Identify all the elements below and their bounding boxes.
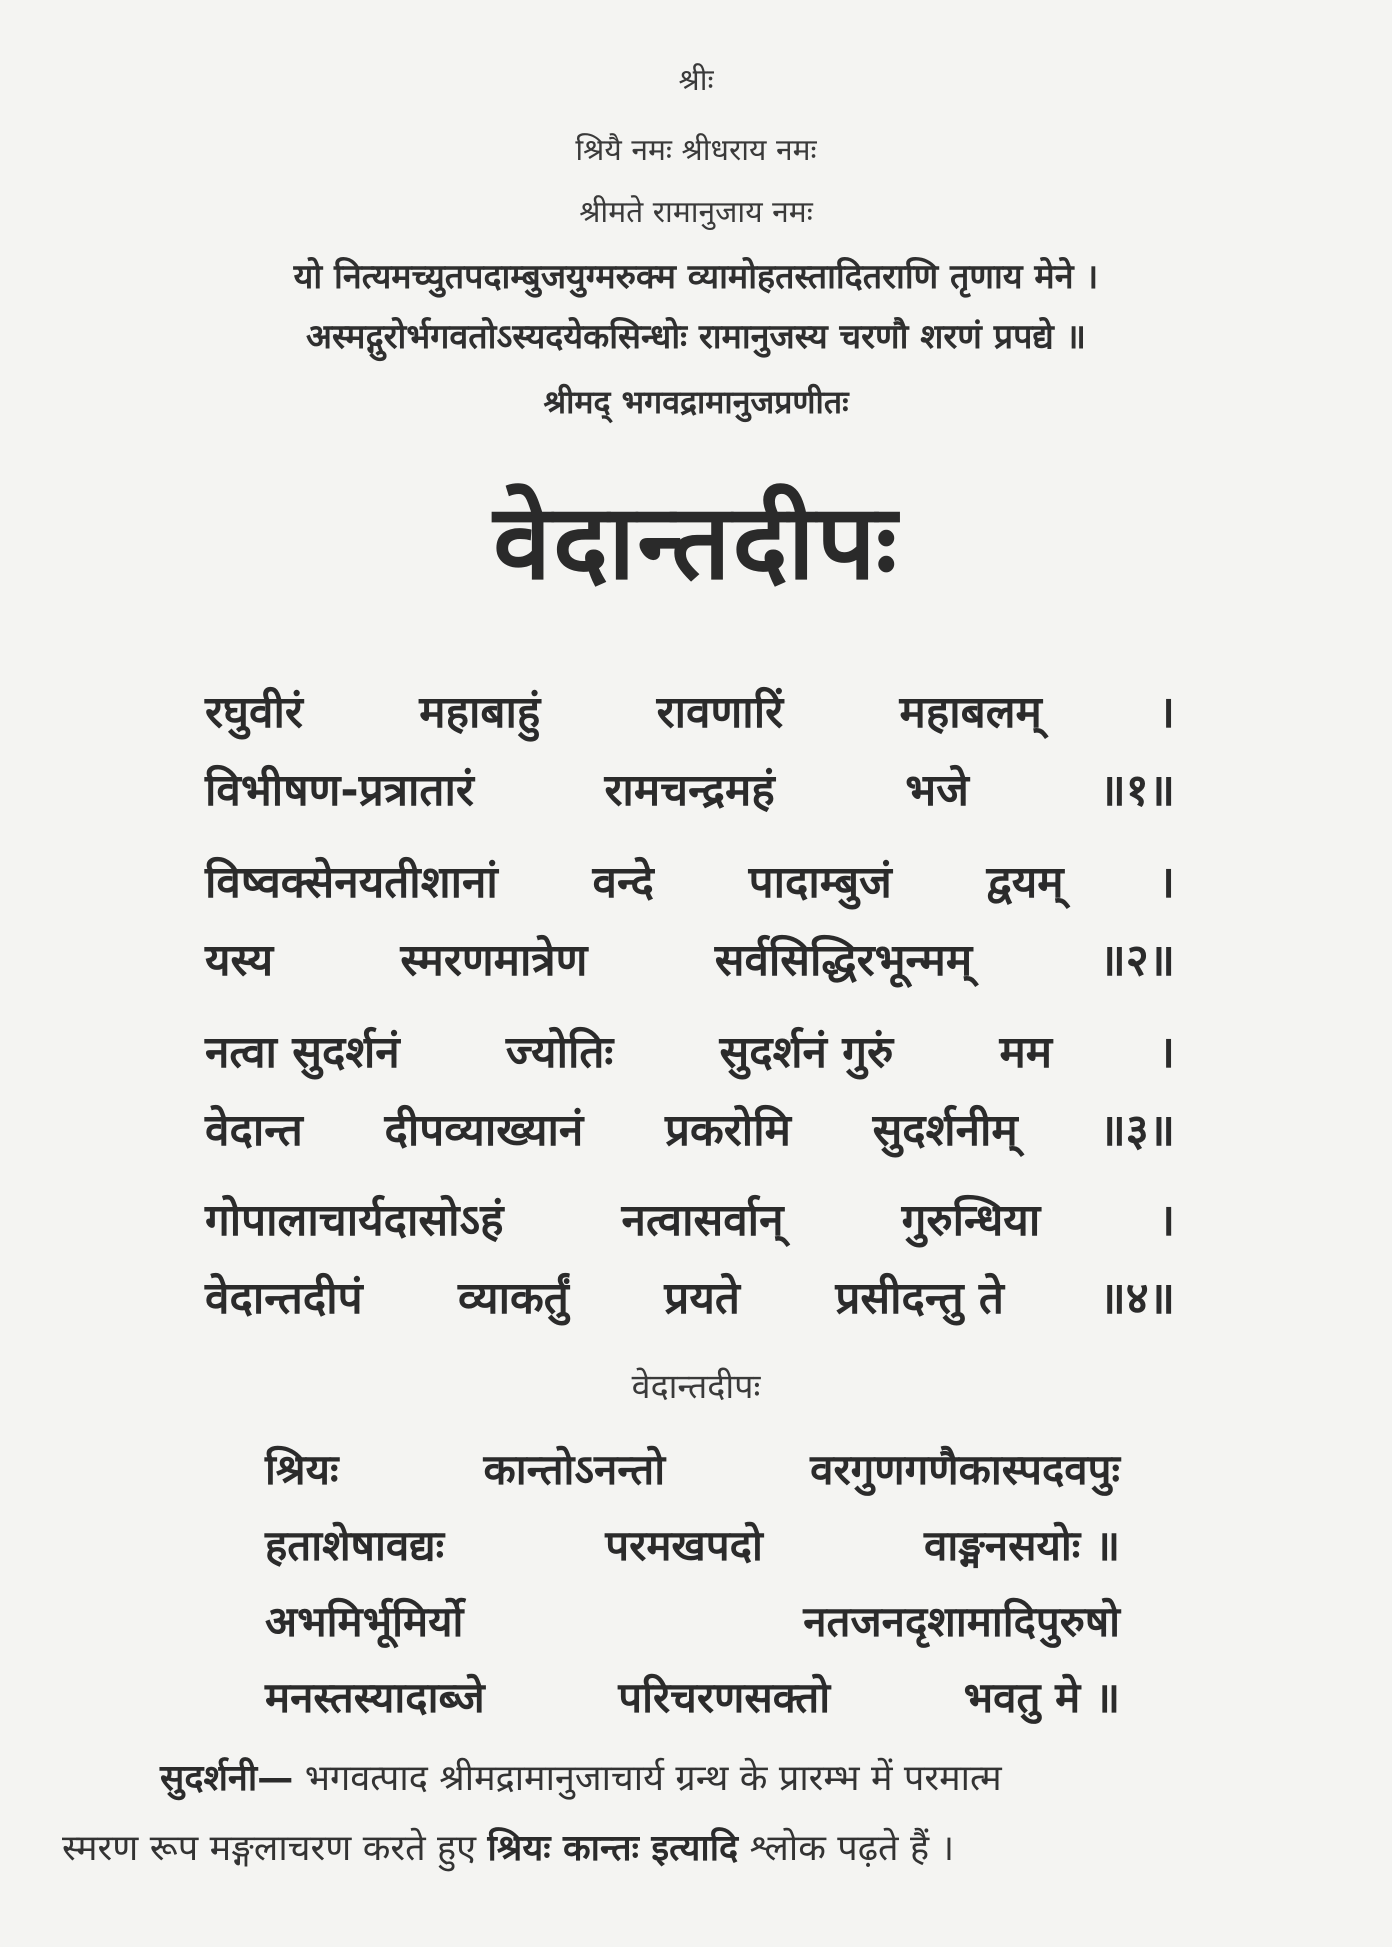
verse-word: गोपालाचार्यदासोऽहं: [205, 1195, 504, 1246]
verse-word: नत्वा सुदर्शनं: [205, 1027, 400, 1078]
verse-word: ज्योतिः: [505, 1027, 614, 1078]
commentary-line-1: [160, 1752, 1002, 1801]
sloka-word: परिचरणसक्तो: [618, 1673, 831, 1722]
verse-word: मम: [999, 1027, 1053, 1078]
verse-word: रघुवीरं: [205, 687, 303, 738]
verse-word: सुदर्शनीम्: [872, 1105, 1018, 1156]
verse-word: नत्वासर्वान्: [621, 1195, 784, 1246]
verse-danda: ।: [1158, 857, 1175, 908]
verse-word: विभीषण-प्रत्रातारं: [205, 765, 474, 816]
salutation-1: श्रियै नमः श्रीधराय नमः: [575, 133, 817, 168]
verse-word: रावणारिं: [656, 687, 784, 738]
verse-word: प्रसीदन्तु ते: [835, 1273, 1004, 1324]
attribution: श्रीमद् भगवद्रामानुजप्रणीतः: [543, 383, 849, 421]
sloka-line-1: [265, 1440, 1120, 1497]
verse-word: व्याकर्तुं: [458, 1273, 569, 1324]
verse-word: दीपव्याख्यानं: [384, 1105, 584, 1156]
sloka-word: श्रियः: [265, 1445, 339, 1494]
verse-word: रामचन्द्रमहं: [604, 765, 775, 816]
verse-line-6: [205, 1098, 1175, 1158]
verse-word: गुरुन्धिया: [901, 1195, 1041, 1246]
verse-word: सर्वसिद्धिरभून्मम्: [714, 935, 973, 986]
salutation-2: श्रीमते रामानुजाय नमः: [579, 195, 813, 230]
section-subheading: वेदान्तदीपः: [631, 1367, 761, 1407]
verse-line-5: [205, 1020, 1175, 1080]
sloka-word: नतजनदृशामादिपुरुषो: [803, 1597, 1120, 1646]
verse-word: वन्दे: [592, 857, 654, 908]
verse-number: ॥३॥: [1099, 1105, 1175, 1156]
verse-danda: ।: [1158, 1195, 1175, 1246]
sloka-word: मनस्तस्यादाब्जे: [265, 1673, 485, 1722]
commentary-emphasis: श्रियः कान्तः इत्यादि: [487, 1828, 739, 1869]
commentary-label: सुदर्शनी—: [160, 1758, 294, 1799]
sloka-word: वाङ्मनसयोः ॥: [923, 1521, 1120, 1570]
verse-word: भजे: [905, 765, 969, 816]
sloka-word: परमखपदो: [605, 1521, 763, 1570]
verse-word: वेदान्तदीपं: [205, 1273, 363, 1324]
verse-word: विष्वक्सेनयतीशानां: [205, 857, 498, 908]
verse-danda: ।: [1158, 1027, 1175, 1078]
main-title: वेदान्तदीपः: [493, 481, 899, 603]
dedication-line-1: यो नित्यमच्युतपदाम्बुजयुग्मरुक्म व्यामोहतस्तादितराणि तृणाय मेने ।: [293, 257, 1099, 297]
commentary-text: श्लोक पढ़ते हैं ।: [749, 1828, 955, 1869]
commentary-text: भगवत्पाद श्रीमद्रामानुजाचार्य ग्रन्थ के प्रारम्भ में परमात्म: [304, 1758, 1002, 1799]
verse-word: वेदान्त: [205, 1105, 303, 1156]
verse-line-7: [205, 1188, 1175, 1248]
commentary-text: स्मरण रूप मङ्गलाचरण करते हुए: [62, 1828, 477, 1869]
sloka-word: अभमिर्भूमिर्यो: [265, 1597, 464, 1646]
verse-word: प्रयते: [664, 1273, 740, 1324]
invocation: श्रीः: [678, 63, 714, 98]
verse-danda: ।: [1158, 687, 1175, 738]
verse-word: सुदर्शनं गुरुं: [719, 1027, 894, 1078]
verse-line-4: [205, 928, 1175, 988]
sloka-line-2: [265, 1516, 1120, 1573]
verse-word: पादाम्बुजं: [748, 857, 892, 908]
sloka-word: कान्तोऽनन्तो: [483, 1445, 666, 1494]
verse-line-2: [205, 758, 1175, 818]
sloka-line-3: [265, 1592, 1120, 1649]
verse-number: ॥२॥: [1099, 935, 1175, 986]
sloka-word: हताशेषावद्यः: [265, 1521, 445, 1570]
verse-word: यस्य: [205, 935, 274, 986]
verse-word: प्रकरोमि: [664, 1105, 791, 1156]
dedication-line-2: अस्मद्गुरोर्भगवतोऽस्यदयेकसिन्धोः रामानुजस्य चरणौ शरणं प्रपद्ये ॥: [305, 317, 1087, 357]
verse-line-3: [205, 850, 1175, 910]
verse-word: महाबाहुं: [419, 687, 541, 738]
sloka-word: वरगुणगणैकास्पदवपुः: [810, 1445, 1120, 1494]
verse-word: महाबलम्: [899, 687, 1042, 738]
sloka-line-4: [265, 1668, 1120, 1725]
verse-number: ॥१॥: [1099, 765, 1175, 816]
verse-word: स्मरणमात्रेण: [400, 935, 588, 986]
commentary-line-2: [62, 1822, 954, 1871]
verse-number: ॥४॥: [1099, 1273, 1175, 1324]
verse-line-1: [205, 680, 1175, 740]
verse-word: द्वयम्: [986, 857, 1064, 908]
sloka-word: भवतु मे ॥: [963, 1673, 1120, 1722]
verse-line-8: [205, 1266, 1175, 1326]
